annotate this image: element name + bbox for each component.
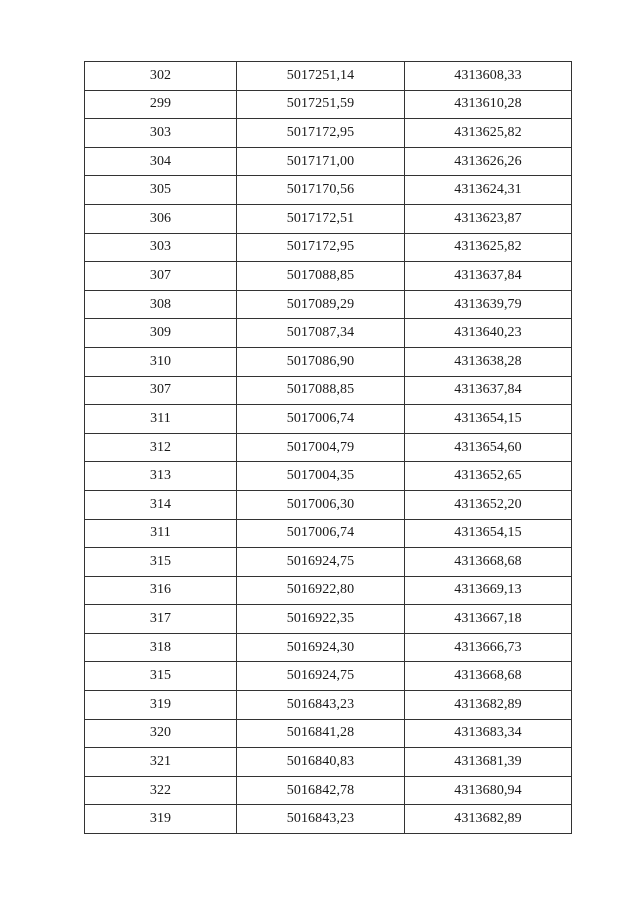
point-number-cell: 320 — [85, 719, 237, 748]
point-number-cell: 306 — [85, 204, 237, 233]
point-number-cell: 313 — [85, 462, 237, 491]
point-number-cell: 319 — [85, 805, 237, 834]
x-coordinate-cell: 5016841,28 — [237, 719, 405, 748]
point-number-cell: 305 — [85, 176, 237, 205]
y-coordinate-cell: 4313666,73 — [405, 633, 572, 662]
point-number-cell: 303 — [85, 233, 237, 262]
table-row — [85, 119, 572, 148]
table-row — [85, 319, 572, 348]
x-coordinate-cell: 5017006,74 — [237, 405, 405, 434]
table-row — [85, 490, 572, 519]
table-row — [85, 433, 572, 462]
point-number-cell: 314 — [85, 490, 237, 519]
x-coordinate-cell: 5016924,30 — [237, 633, 405, 662]
y-coordinate-cell: 4313668,68 — [405, 662, 572, 691]
x-coordinate-cell: 5017171,00 — [237, 147, 405, 176]
table-row — [85, 90, 572, 119]
x-coordinate-cell: 5017172,95 — [237, 233, 405, 262]
point-number-cell: 311 — [85, 519, 237, 548]
table-row — [85, 691, 572, 720]
y-coordinate-cell: 4313652,20 — [405, 490, 572, 519]
point-number-cell: 304 — [85, 147, 237, 176]
table-row — [85, 748, 572, 777]
y-coordinate-cell: 4313667,18 — [405, 605, 572, 634]
point-number-cell: 319 — [85, 691, 237, 720]
table-row — [85, 633, 572, 662]
table-row — [85, 605, 572, 634]
y-coordinate-cell: 4313640,23 — [405, 319, 572, 348]
point-number-cell: 315 — [85, 548, 237, 577]
table-row — [85, 805, 572, 834]
y-coordinate-cell: 4313683,34 — [405, 719, 572, 748]
table-row — [85, 576, 572, 605]
y-coordinate-cell: 4313639,79 — [405, 290, 572, 319]
y-coordinate-cell: 4313682,89 — [405, 691, 572, 720]
table-row — [85, 176, 572, 205]
point-number-cell: 311 — [85, 405, 237, 434]
x-coordinate-cell: 5017004,35 — [237, 462, 405, 491]
table-row — [85, 376, 572, 405]
y-coordinate-cell: 4313654,15 — [405, 405, 572, 434]
y-coordinate-cell: 4313668,68 — [405, 548, 572, 577]
table-row — [85, 204, 572, 233]
x-coordinate-cell: 5017087,34 — [237, 319, 405, 348]
y-coordinate-cell: 4313637,84 — [405, 376, 572, 405]
point-number-cell: 318 — [85, 633, 237, 662]
x-coordinate-cell: 5017006,74 — [237, 519, 405, 548]
table-row — [85, 262, 572, 291]
x-coordinate-cell: 5017004,79 — [237, 433, 405, 462]
y-coordinate-cell: 4313652,65 — [405, 462, 572, 491]
table-row — [85, 147, 572, 176]
point-number-cell: 299 — [85, 90, 237, 119]
point-number-cell: 303 — [85, 119, 237, 148]
x-coordinate-cell: 5016922,80 — [237, 576, 405, 605]
table-row — [85, 719, 572, 748]
point-number-cell: 307 — [85, 376, 237, 405]
table-row — [85, 290, 572, 319]
x-coordinate-cell: 5016840,83 — [237, 748, 405, 777]
table-row — [85, 462, 572, 491]
x-coordinate-cell: 5016843,23 — [237, 805, 405, 834]
x-coordinate-cell: 5017086,90 — [237, 347, 405, 376]
point-number-cell: 308 — [85, 290, 237, 319]
table-row — [85, 233, 572, 262]
table-row — [85, 347, 572, 376]
y-coordinate-cell: 4313610,28 — [405, 90, 572, 119]
y-coordinate-cell: 4313625,82 — [405, 233, 572, 262]
y-coordinate-cell: 4313625,82 — [405, 119, 572, 148]
y-coordinate-cell: 4313623,87 — [405, 204, 572, 233]
coordinates-table — [84, 61, 572, 834]
table-row — [85, 405, 572, 434]
y-coordinate-cell: 4313680,94 — [405, 776, 572, 805]
table-row — [85, 62, 572, 91]
point-number-cell: 307 — [85, 262, 237, 291]
point-number-cell: 302 — [85, 62, 237, 91]
x-coordinate-cell: 5017172,95 — [237, 119, 405, 148]
x-coordinate-cell: 5017170,56 — [237, 176, 405, 205]
table-row — [85, 776, 572, 805]
x-coordinate-cell: 5016924,75 — [237, 548, 405, 577]
x-coordinate-cell: 5017251,14 — [237, 62, 405, 91]
x-coordinate-cell: 5016842,78 — [237, 776, 405, 805]
x-coordinate-cell: 5017172,51 — [237, 204, 405, 233]
point-number-cell: 322 — [85, 776, 237, 805]
point-number-cell: 316 — [85, 576, 237, 605]
x-coordinate-cell: 5016843,23 — [237, 691, 405, 720]
x-coordinate-cell: 5016922,35 — [237, 605, 405, 634]
y-coordinate-cell: 4313624,31 — [405, 176, 572, 205]
coordinates-table-body — [85, 62, 572, 834]
y-coordinate-cell: 4313682,89 — [405, 805, 572, 834]
x-coordinate-cell: 5017006,30 — [237, 490, 405, 519]
point-number-cell: 315 — [85, 662, 237, 691]
y-coordinate-cell: 4313681,39 — [405, 748, 572, 777]
y-coordinate-cell: 4313654,15 — [405, 519, 572, 548]
table-row — [85, 519, 572, 548]
y-coordinate-cell: 4313654,60 — [405, 433, 572, 462]
point-number-cell: 312 — [85, 433, 237, 462]
y-coordinate-cell: 4313638,28 — [405, 347, 572, 376]
point-number-cell: 321 — [85, 748, 237, 777]
table-row — [85, 662, 572, 691]
x-coordinate-cell: 5017089,29 — [237, 290, 405, 319]
x-coordinate-cell: 5016924,75 — [237, 662, 405, 691]
table-row — [85, 548, 572, 577]
point-number-cell: 317 — [85, 605, 237, 634]
y-coordinate-cell: 4313608,33 — [405, 62, 572, 91]
point-number-cell: 310 — [85, 347, 237, 376]
point-number-cell: 309 — [85, 319, 237, 348]
y-coordinate-cell: 4313626,26 — [405, 147, 572, 176]
y-coordinate-cell: 4313637,84 — [405, 262, 572, 291]
x-coordinate-cell: 5017088,85 — [237, 262, 405, 291]
y-coordinate-cell: 4313669,13 — [405, 576, 572, 605]
x-coordinate-cell: 5017251,59 — [237, 90, 405, 119]
x-coordinate-cell: 5017088,85 — [237, 376, 405, 405]
